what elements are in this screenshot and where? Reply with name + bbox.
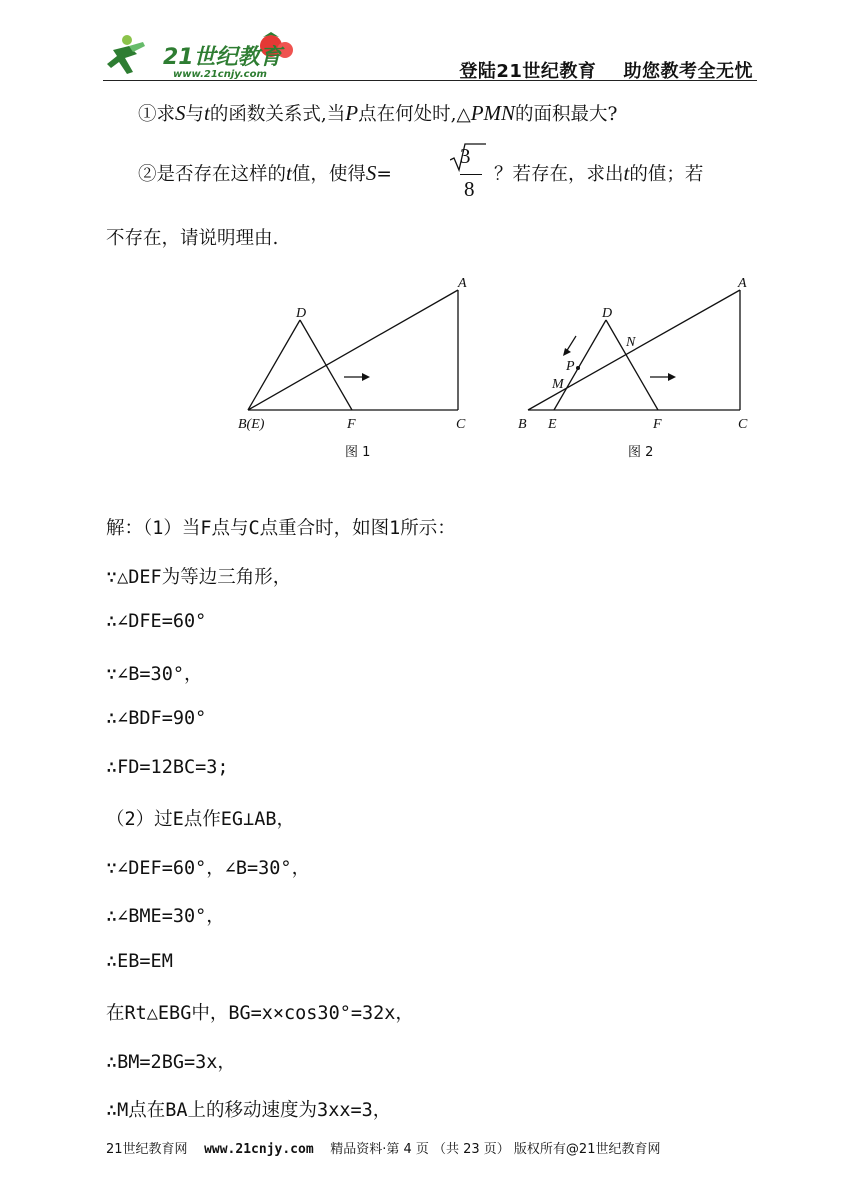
solution-line: ∴∠BME=30°， bbox=[106, 906, 225, 927]
solution-line: 解：（1）当F点与C点重合时，如图1所示： bbox=[106, 518, 456, 539]
fraction-bar bbox=[460, 174, 482, 175]
q1-text: 的面积最大? bbox=[515, 104, 618, 125]
logo-url: www.21cnjy.com bbox=[173, 69, 267, 80]
var-s: S bbox=[175, 101, 186, 125]
q2-text: 值，使得 bbox=[291, 164, 366, 185]
page-header bbox=[103, 28, 757, 84]
figure-1 bbox=[238, 276, 467, 460]
fraction-numerator: 3 bbox=[460, 144, 471, 168]
q1-text: 与 bbox=[185, 104, 205, 125]
solution-line: 在Rt△EBG中，BG=x×cos30°=32x， bbox=[106, 1003, 414, 1024]
solution-line: ∴BM=2BG=3x， bbox=[106, 1052, 236, 1073]
header-slogan: 登陆21世纪教育 助您教考全无忧 bbox=[459, 61, 753, 82]
solution-line: （2）过E点作EG⊥AB， bbox=[106, 809, 295, 830]
solution-line: ∴M点在BA上的移动速度为3xx=3， bbox=[106, 1100, 392, 1121]
solution-line: ∴EB=EM bbox=[106, 951, 173, 972]
point-p bbox=[576, 366, 580, 370]
label-f: F bbox=[653, 417, 662, 432]
label-f: F bbox=[347, 417, 356, 432]
solution-line: ∴∠DFE=60° bbox=[106, 611, 207, 632]
logo-text: 21世纪教育 bbox=[163, 45, 282, 70]
question-part-2-cont bbox=[494, 160, 703, 186]
label-be: B(E) bbox=[238, 417, 265, 432]
header-divider bbox=[103, 80, 757, 81]
runner-icon bbox=[107, 35, 145, 74]
solution-line: ∵∠B=30°， bbox=[106, 664, 203, 685]
q2-text: ②是否存在这样的 bbox=[138, 164, 287, 185]
label-b: B bbox=[518, 417, 527, 432]
label-a: A bbox=[738, 276, 747, 291]
label-e: E bbox=[548, 417, 557, 432]
q2-text: 的值；若 bbox=[629, 164, 704, 185]
var-pmn: PMN bbox=[470, 101, 516, 125]
q1-text: 的函数关系式,当 bbox=[209, 104, 346, 125]
arrow-down-left-icon bbox=[563, 336, 576, 356]
footer-page-info: 精品资料·第 4 页 （共 23 页） 版权所有@21世纪教育网 bbox=[330, 1142, 661, 1157]
solution-line: ∴FD=12BC=3; bbox=[106, 757, 229, 778]
question-part-2 bbox=[138, 160, 392, 186]
arrow-right-icon bbox=[344, 373, 370, 381]
fraction-denominator: 8 bbox=[464, 177, 475, 201]
label-c: C bbox=[456, 417, 466, 432]
fraction-sqrt3-over-8 bbox=[424, 144, 484, 204]
label-m: M bbox=[552, 377, 564, 392]
solution-line: ∴∠BDF=90° bbox=[106, 708, 207, 729]
footer-site-name: 21世纪教育网 bbox=[106, 1142, 188, 1157]
var-t: t bbox=[623, 161, 630, 185]
arrow-right-icon bbox=[650, 373, 676, 381]
figure-2 bbox=[518, 276, 748, 460]
figure-1-caption: 图 1 bbox=[345, 445, 371, 460]
q1-text: 点在何处时,△ bbox=[358, 104, 471, 125]
footer-url[interactable]: www.21cnjy.com bbox=[204, 1142, 314, 1157]
label-d: D bbox=[296, 306, 307, 321]
q1-text: ①求 bbox=[138, 104, 176, 125]
site-logo bbox=[103, 28, 303, 80]
figure-2-caption: 图 2 bbox=[628, 445, 654, 460]
var-s: S bbox=[365, 161, 377, 185]
geometry-figures bbox=[230, 270, 770, 470]
label-d: D bbox=[602, 306, 613, 321]
solution-line: ∵△DEF为等边三角形， bbox=[106, 567, 292, 588]
solution-line: ∵∠DEF=60°，∠B=30°， bbox=[106, 858, 311, 879]
var-t: t bbox=[204, 101, 210, 125]
var-t: t bbox=[286, 161, 292, 185]
page-footer bbox=[106, 1138, 660, 1157]
q2-text: ？若存在，求出 bbox=[494, 164, 624, 185]
equals-sign: = bbox=[376, 164, 392, 185]
figures-svg bbox=[230, 270, 770, 470]
label-c: C bbox=[738, 417, 748, 432]
label-a: A bbox=[458, 276, 467, 291]
label-p: P bbox=[566, 359, 575, 374]
var-p: P bbox=[345, 101, 359, 125]
question-part-2-line2: 不存在，请说明理由. bbox=[106, 228, 279, 249]
label-n: N bbox=[626, 335, 636, 350]
question-part-1 bbox=[138, 100, 617, 126]
